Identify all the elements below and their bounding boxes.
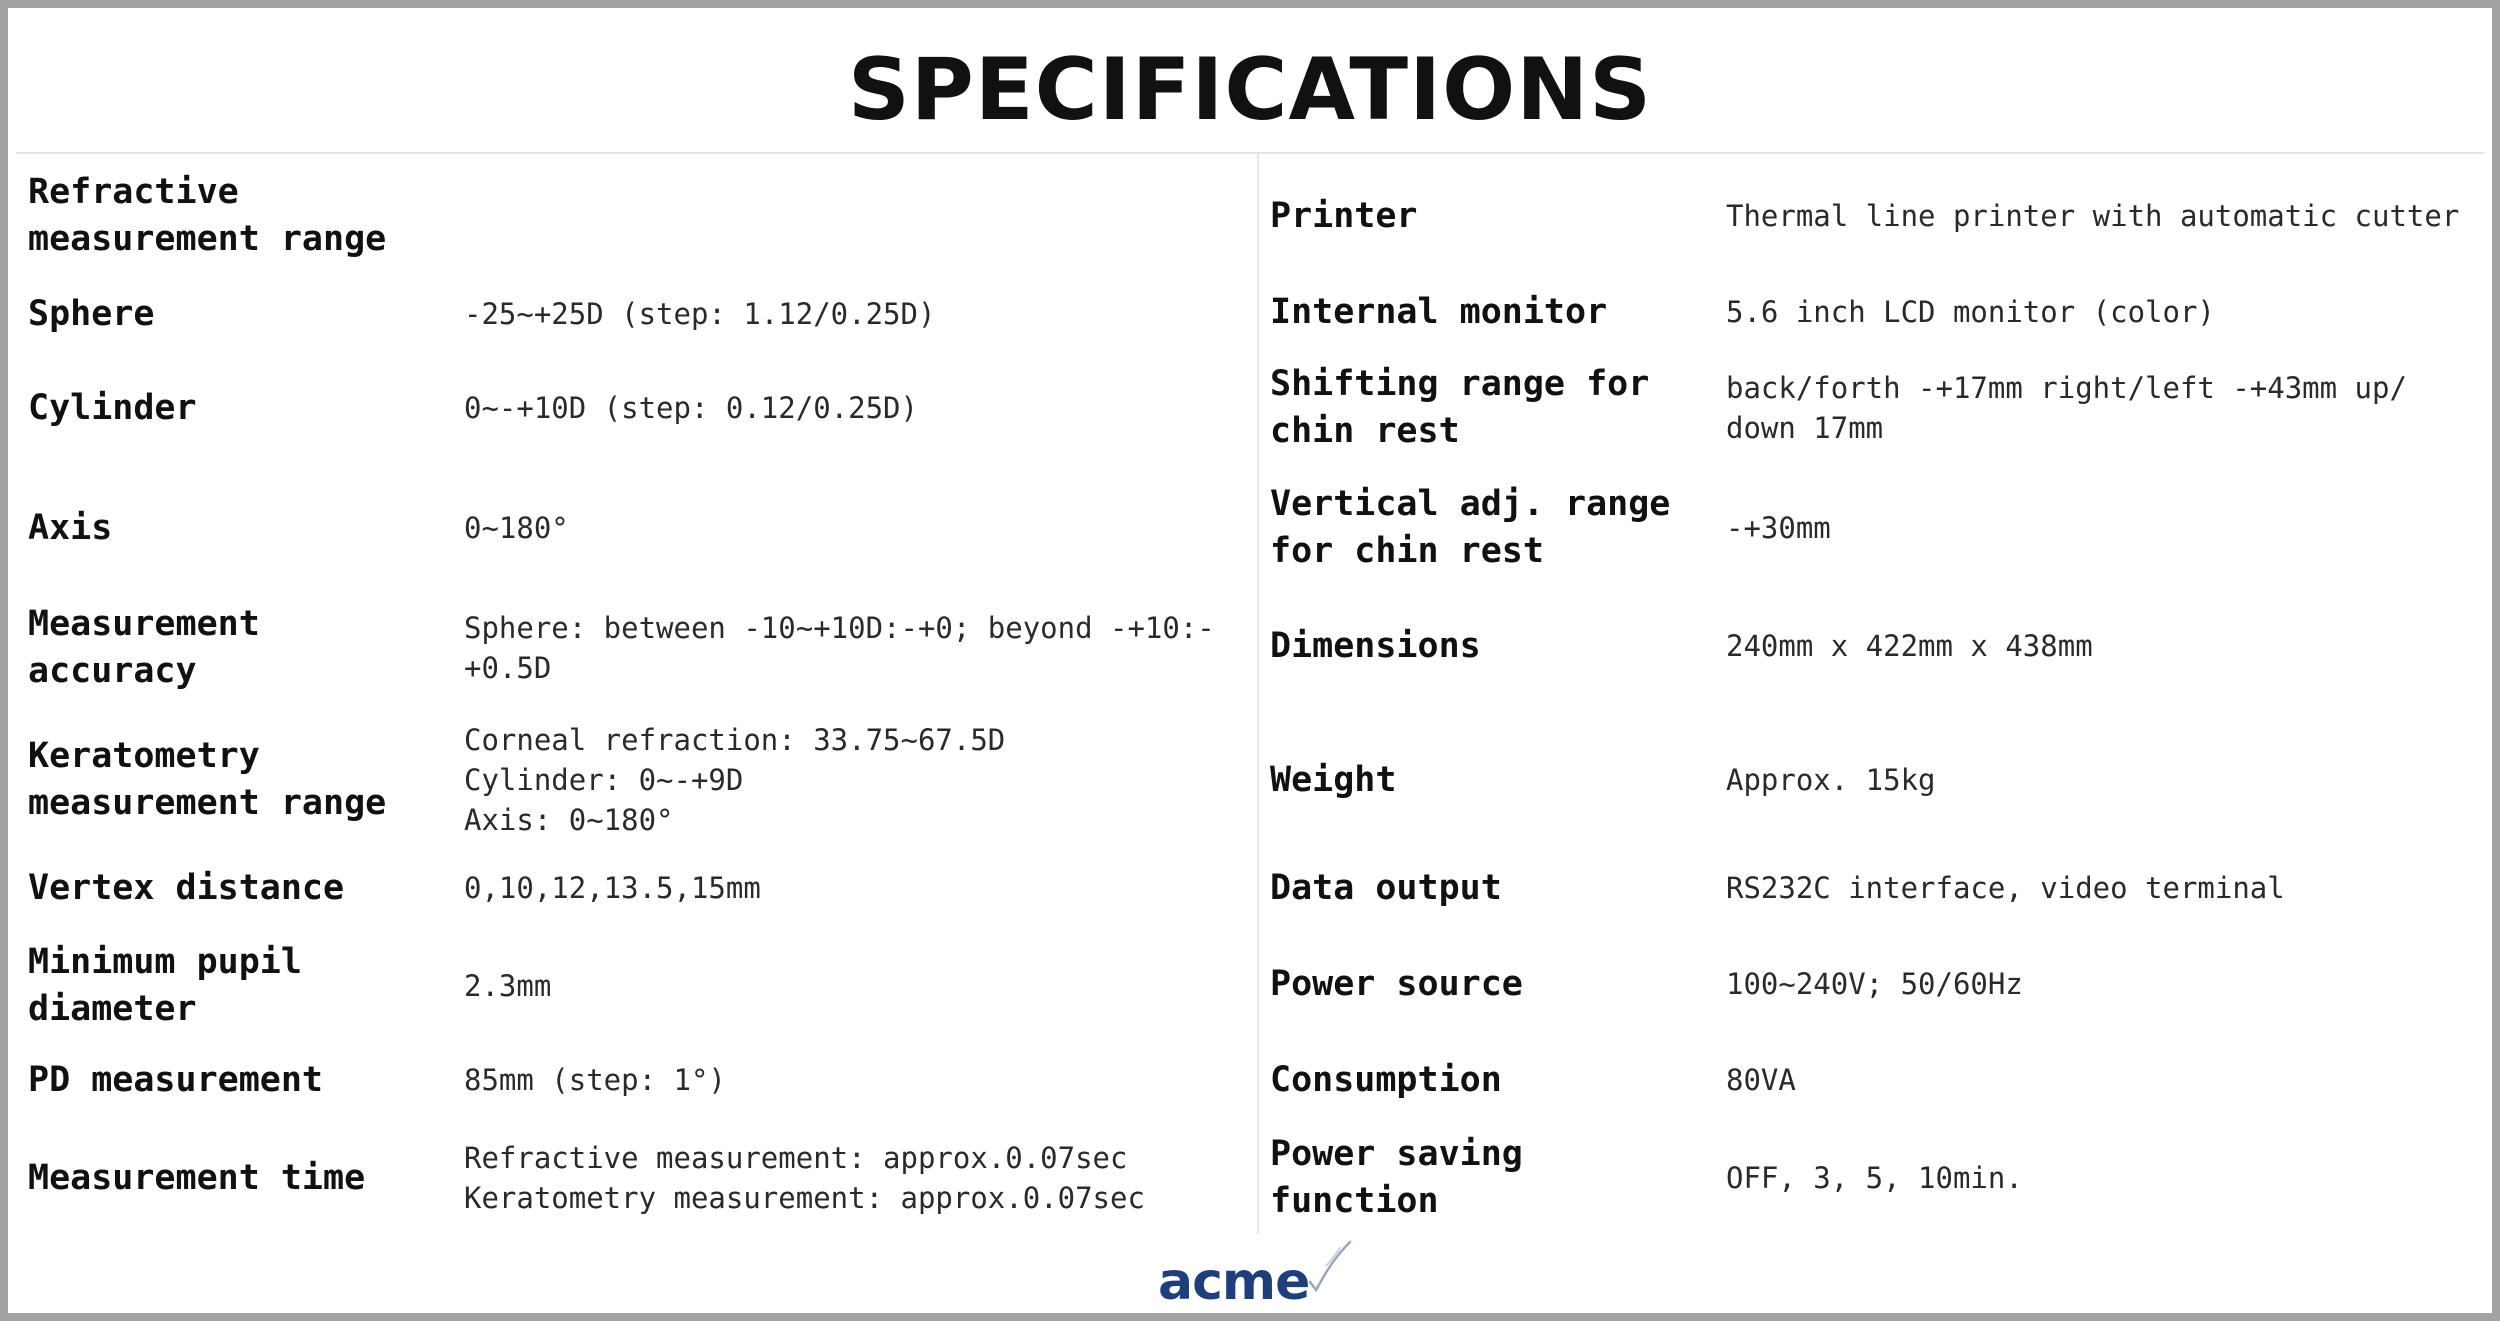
spec-label: Measurement accuracy — [28, 604, 260, 691]
spec-label: PD measurement — [28, 1059, 324, 1100]
acme-logo — [1158, 1252, 1358, 1312]
spec-row-weight — [1270, 750, 2500, 810]
spec-row-axis — [28, 498, 1248, 558]
spec-value: -+30mm — [1726, 511, 1831, 545]
spec-label: Shifting range for chin rest — [1270, 364, 1650, 451]
spec-row-minimum-pupil — [28, 936, 1248, 1036]
spec-value: 240mm x 422mm x 438mm — [1726, 629, 2093, 663]
spec-value: 0~180° — [464, 511, 569, 545]
spec-label: Vertex distance — [28, 867, 345, 908]
spec-value: Corneal refraction: 33.75~67.5D Cylinder: 0~-+9D Axis: 0~180° — [464, 723, 1006, 837]
spec-label: Minimum pupil diameter — [28, 942, 302, 1029]
spec-value: 80VA — [1726, 1063, 1796, 1097]
page-title: SPECIFICATIONS — [847, 40, 1653, 140]
spec-row-cylinder — [28, 378, 1248, 438]
spec-row-data-output — [1270, 858, 2500, 918]
spec-value: Refractive measurement: approx.0.07sec Keratometry measurement: approx.0.07sec — [464, 1141, 1145, 1215]
spec-row-measurement-time — [28, 1128, 1248, 1228]
spec-value: -25~+25D (step: 1.12/0.25D) — [464, 297, 936, 331]
spec-label: Refractive measurement range — [28, 172, 387, 259]
spec-label: Weight — [1270, 759, 1397, 800]
signature-check-mark-icon — [1306, 1236, 1356, 1296]
spec-label: Dimensions — [1270, 625, 1481, 666]
spec-value: 85mm (step: 1°) — [464, 1063, 726, 1097]
spec-row-sphere — [28, 284, 1248, 344]
spec-row-internal-monitor — [1270, 282, 2500, 342]
spec-row-chin-rest-shifting — [1270, 358, 2500, 458]
spec-label: Measurement time — [28, 1157, 366, 1198]
title-divider — [16, 152, 2484, 154]
spec-row-consumption — [1270, 1050, 2500, 1110]
spec-label: Consumption — [1270, 1059, 1502, 1100]
spec-value: RS232C interface, video terminal — [1726, 871, 2285, 905]
column-divider — [1257, 154, 1259, 1234]
spec-value: 0~-+10D (step: 0.12/0.25D) — [464, 391, 918, 425]
spec-value: OFF, 3, 5, 10min. — [1726, 1161, 2023, 1195]
spec-row-keratometry-range — [28, 720, 1248, 840]
spec-value: Thermal line printer with automatic cutter — [1726, 199, 2460, 233]
spec-row-vertex-distance — [28, 858, 1248, 918]
spec-row-power-saving — [1270, 1128, 2500, 1228]
spec-label: Vertical adj. range for chin rest — [1270, 484, 1671, 571]
spec-row-refractive-range — [28, 168, 1248, 264]
spec-label: Power source — [1270, 963, 1523, 1004]
spec-value: 100~240V; 50/60Hz — [1726, 967, 2023, 1001]
spec-value: Sphere: between -10~+10D:-+0; beyond -+10:- +0.5D — [464, 611, 1215, 685]
spec-label: Sphere — [28, 293, 155, 334]
spec-value: 5.6 inch LCD monitor (color) — [1726, 295, 2215, 329]
spec-label: Cylinder — [28, 387, 197, 428]
spec-row-measurement-accuracy — [28, 598, 1248, 698]
spec-label: Internal monitor — [1270, 291, 1608, 332]
spec-label: Data output — [1270, 867, 1502, 908]
spec-value: back/forth -+17mm right/left -+43mm up/ down 17mm — [1726, 371, 2407, 445]
spec-value: Approx. 15kg — [1726, 763, 1936, 797]
spec-value: 0,10,12,13.5,15mm — [464, 871, 761, 905]
spec-label: Axis — [28, 507, 113, 548]
logo-wordmark: acme — [1158, 1252, 1310, 1312]
spec-row-chin-rest-vertical — [1270, 478, 2500, 578]
spec-row-power-source — [1270, 954, 2500, 1014]
spec-label: Keratometry measurement range — [28, 736, 387, 823]
spec-label: Power saving function — [1270, 1134, 1523, 1221]
spec-label: Printer — [1270, 195, 1418, 236]
spec-row-pd-measurement — [28, 1050, 1248, 1110]
spec-row-printer — [1270, 186, 2500, 246]
spec-value: 2.3mm — [464, 969, 552, 1003]
spec-row-dimensions — [1270, 616, 2500, 676]
